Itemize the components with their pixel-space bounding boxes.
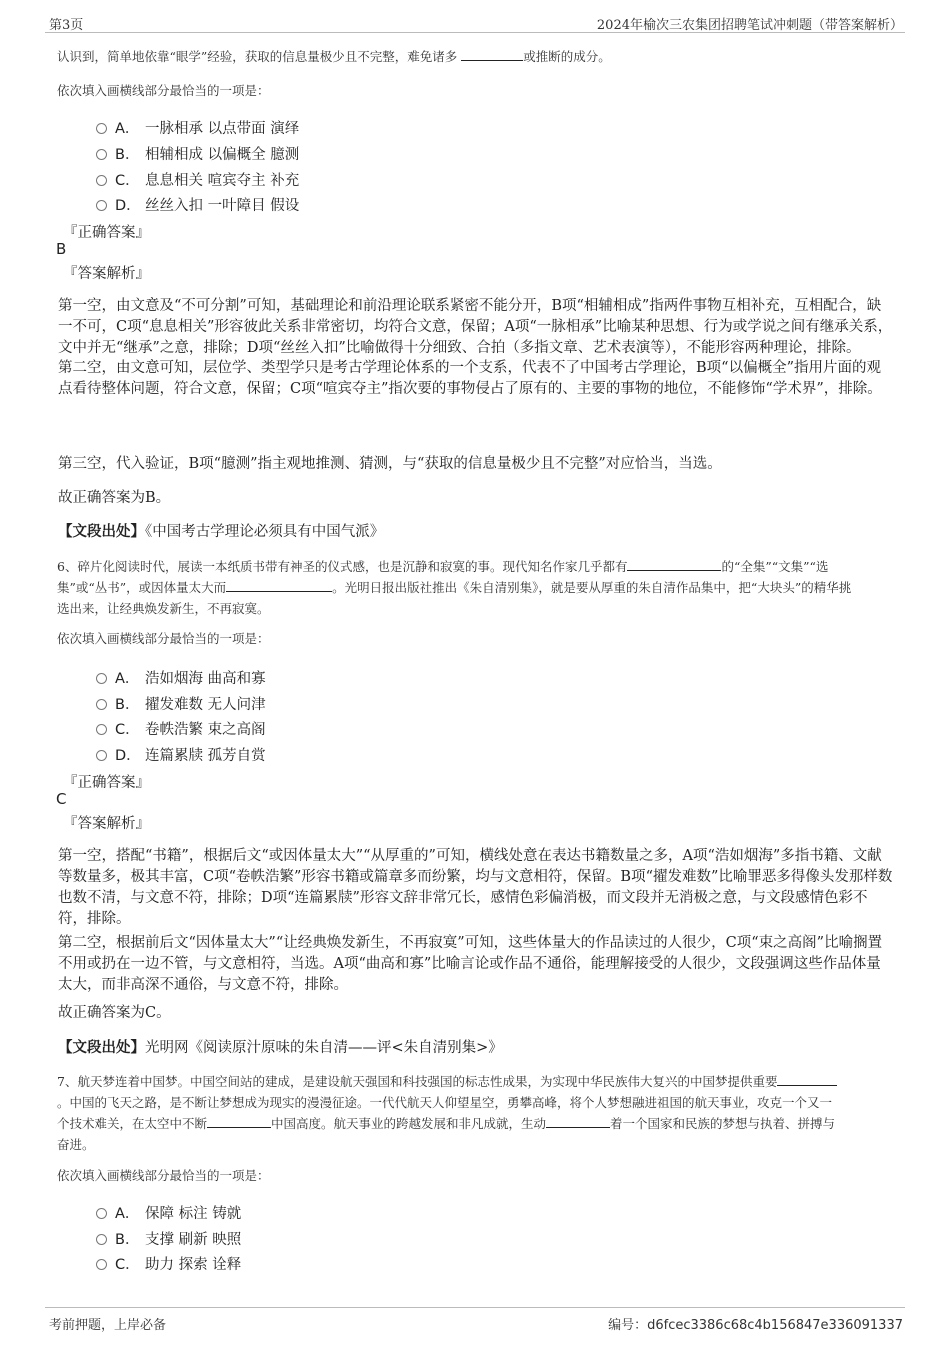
radio-icon[interactable] bbox=[96, 750, 107, 761]
radio-icon[interactable] bbox=[96, 699, 107, 710]
q6-source: 【文段出处】光明网《阅读原汁原味的朱自清——评<朱自清别集>》 bbox=[58, 1039, 503, 1056]
q6-option-b[interactable]: B． 擢发难数 无人问津 bbox=[96, 693, 266, 713]
radio-icon[interactable] bbox=[96, 724, 107, 735]
q6-analysis-2: 第二空，根据前后文“因体量太大”“让经典焕发新生，不再寂寞”可知，这些体量大的作品读过的人很少，C项“束之高阁”比喻搁置不用或扔在一边不管，与文意相符，当选。A项“曲高和寡”比喻言论或作品不通俗，能理解接受的人很少，文段强调这些作品体量太大，而非高深不通俗，与文意不符，排除。 bbox=[58, 935, 883, 993]
q7-option-a[interactable]: A． 保障 标注 铸就 bbox=[96, 1202, 241, 1222]
fill-blank bbox=[777, 1073, 837, 1086]
radio-icon[interactable] bbox=[96, 200, 107, 211]
q7-prompt: 依次填入画横线部分最恰当的一项是： bbox=[57, 1168, 270, 1183]
q5-stem-end: 认识到，简单地依靠“眼学”经验，获取的信息量极少且不完整，难免诸多 或推断的成分。 bbox=[57, 49, 611, 64]
q5-answer-label: 『正确答案』 bbox=[63, 225, 150, 241]
radio-icon[interactable] bbox=[96, 1208, 107, 1219]
radio-icon[interactable] bbox=[96, 673, 107, 684]
q6-analysis-3: 故正确答案为C。 bbox=[58, 1005, 171, 1021]
q6-option-c[interactable]: C． 卷帙浩繁 束之高阁 bbox=[96, 718, 266, 738]
q5-analysis-3: 第三空，代入验证，B项“臆测”指主观地推测、猜测，与“获取的信息量极少且不完整”对应恰当，当选。 bbox=[58, 456, 722, 472]
fill-blank bbox=[207, 1115, 271, 1128]
q5-option-b[interactable]: B． 相辅相成 以偏概全 臆测 bbox=[96, 143, 299, 163]
q7-option-c[interactable]: C． 助力 探索 诠释 bbox=[96, 1253, 241, 1273]
radio-icon[interactable] bbox=[96, 175, 107, 186]
q6-prompt: 依次填入画横线部分最恰当的一项是： bbox=[57, 631, 270, 646]
radio-icon[interactable] bbox=[96, 149, 107, 160]
page-header bbox=[45, 12, 905, 33]
radio-icon[interactable] bbox=[96, 1259, 107, 1270]
document-code: 编号：d6fcec3386c68c4b156847e336091337 bbox=[608, 1318, 903, 1333]
q5-prompt: 依次填入画横线部分最恰当的一项是： bbox=[57, 83, 270, 98]
q6-answer: C bbox=[56, 790, 67, 808]
fill-blank bbox=[546, 1115, 610, 1128]
q6-stem: 6、碎片化阅读时代，展读一本纸质书带有神圣的仪式感，也是沉静和寂寞的事。现代知名作家几乎都有 的“全集”“文集”“选 集”或“丛书”，或因体量太大而 。光明日报出版社推出《朱自清别集》，就是要从厚重的朱自清作品集中，把“大块头”的精华挑 选出来，让经典焕发新生，不再寂寞。 bbox=[57, 559, 852, 616]
q6-analysis-1: 第一空，搭配“书籍”，根据后文“或因体量太大”“从厚重的”可知，横线处意在表达书籍数量之多，A项“浩如烟海”多指书籍、文献等数量多，极其丰富，C项“卷帙浩繁”形容书籍或篇章多而纷繁，均与文意相符，保留。B项“擢发难数”比喻罪恶多得像头发那样数也数不清，与文意不符，排除；D项“连篇累牍”形容文辞非常冗长，感情色彩偏消极，而文段并无消极之意，与文段感情色彩不符，排除。 bbox=[58, 848, 893, 927]
q7-option-b[interactable]: B． 支撑 刷新 映照 bbox=[96, 1228, 241, 1248]
q5-source: 【文段出处】《中国考古学理论必须具有中国气派》 bbox=[58, 523, 385, 540]
radio-icon[interactable] bbox=[96, 1234, 107, 1245]
q5-option-c[interactable]: C． 息息相关 喧宾夺主 补充 bbox=[96, 169, 299, 189]
fill-blank bbox=[226, 579, 332, 592]
q5-option-d[interactable]: D． 丝丝入扣 一叶障目 假设 bbox=[96, 194, 299, 214]
q6-answer-label: 『正确答案』 bbox=[63, 775, 150, 791]
q5-answer: B bbox=[56, 240, 67, 258]
page-number: 第3页 bbox=[49, 18, 84, 33]
document-title: 2024年榆次三农集团招聘笔试冲刺题（带答案解析） bbox=[596, 18, 903, 33]
q6-option-a[interactable]: A． 浩如烟海 曲高和寡 bbox=[96, 667, 266, 687]
q5-option-a[interactable]: A． 一脉相承 以点带面 演绎 bbox=[96, 117, 299, 137]
q5-analysis-2: 第二空，由文意可知，层位学、类型学只是考古学理论体系的一个支系，代表不了中国考古学理论，B项“以偏概全”指用片面的观点看待整体问题，符合文意，保留；C项“喧宾夺主”指次要的事物侵占了原有的、主要的事物的地位，不能修饰“学术界”，排除。 bbox=[58, 360, 882, 397]
page-footer bbox=[45, 1307, 905, 1333]
q5-analysis-label: 『答案解析』 bbox=[63, 266, 150, 282]
q6-analysis-label: 『答案解析』 bbox=[63, 816, 150, 832]
q6-option-d[interactable]: D． 连篇累牍 孤芳自赏 bbox=[96, 744, 266, 764]
q5-analysis-1: 第一空，由文意及“不可分割”可知，基础理论和前沿理论联系紧密不能分开，B项“相辅相成”指两件事物互相补充，互相配合，缺一不可，C项“息息相关”形容彼此关系非常密切，均符合文意，保留；A项“一脉相承”比喻某种思想、行为或学说之间有继承关系，文中并无“继承”之意，排除；D项“丝丝入扣”比喻做得十分细致、合拍（多指文章、艺术表演等），不能形容两种理论，排除。 bbox=[58, 298, 893, 356]
radio-icon[interactable] bbox=[96, 123, 107, 134]
fill-blank bbox=[627, 558, 721, 571]
footer-slogan: 考前押题，上岸必备 bbox=[49, 1318, 167, 1333]
fill-blank bbox=[461, 48, 523, 61]
q5-analysis-4: 故正确答案为B。 bbox=[58, 490, 171, 506]
q7-stem: 7、航天梦连着中国梦。中国空间站的建成，是建设航天强国和科技强国的标志性成果，为实现中华民族伟大复兴的中国梦提供重要 。中国的飞天之路，是不断让梦想成为现实的漫漫征途。一代代航天人仰望星空，勇攀高峰，将个人梦想融进祖国的航天事业，攻克一个又一 个技术难关，在太空中不断 中国高度。航天事业的跨越发展和非凡成就，生动 着一个国家和民族的梦想与执着、拼搏与 奋进。 bbox=[57, 1071, 895, 1155]
